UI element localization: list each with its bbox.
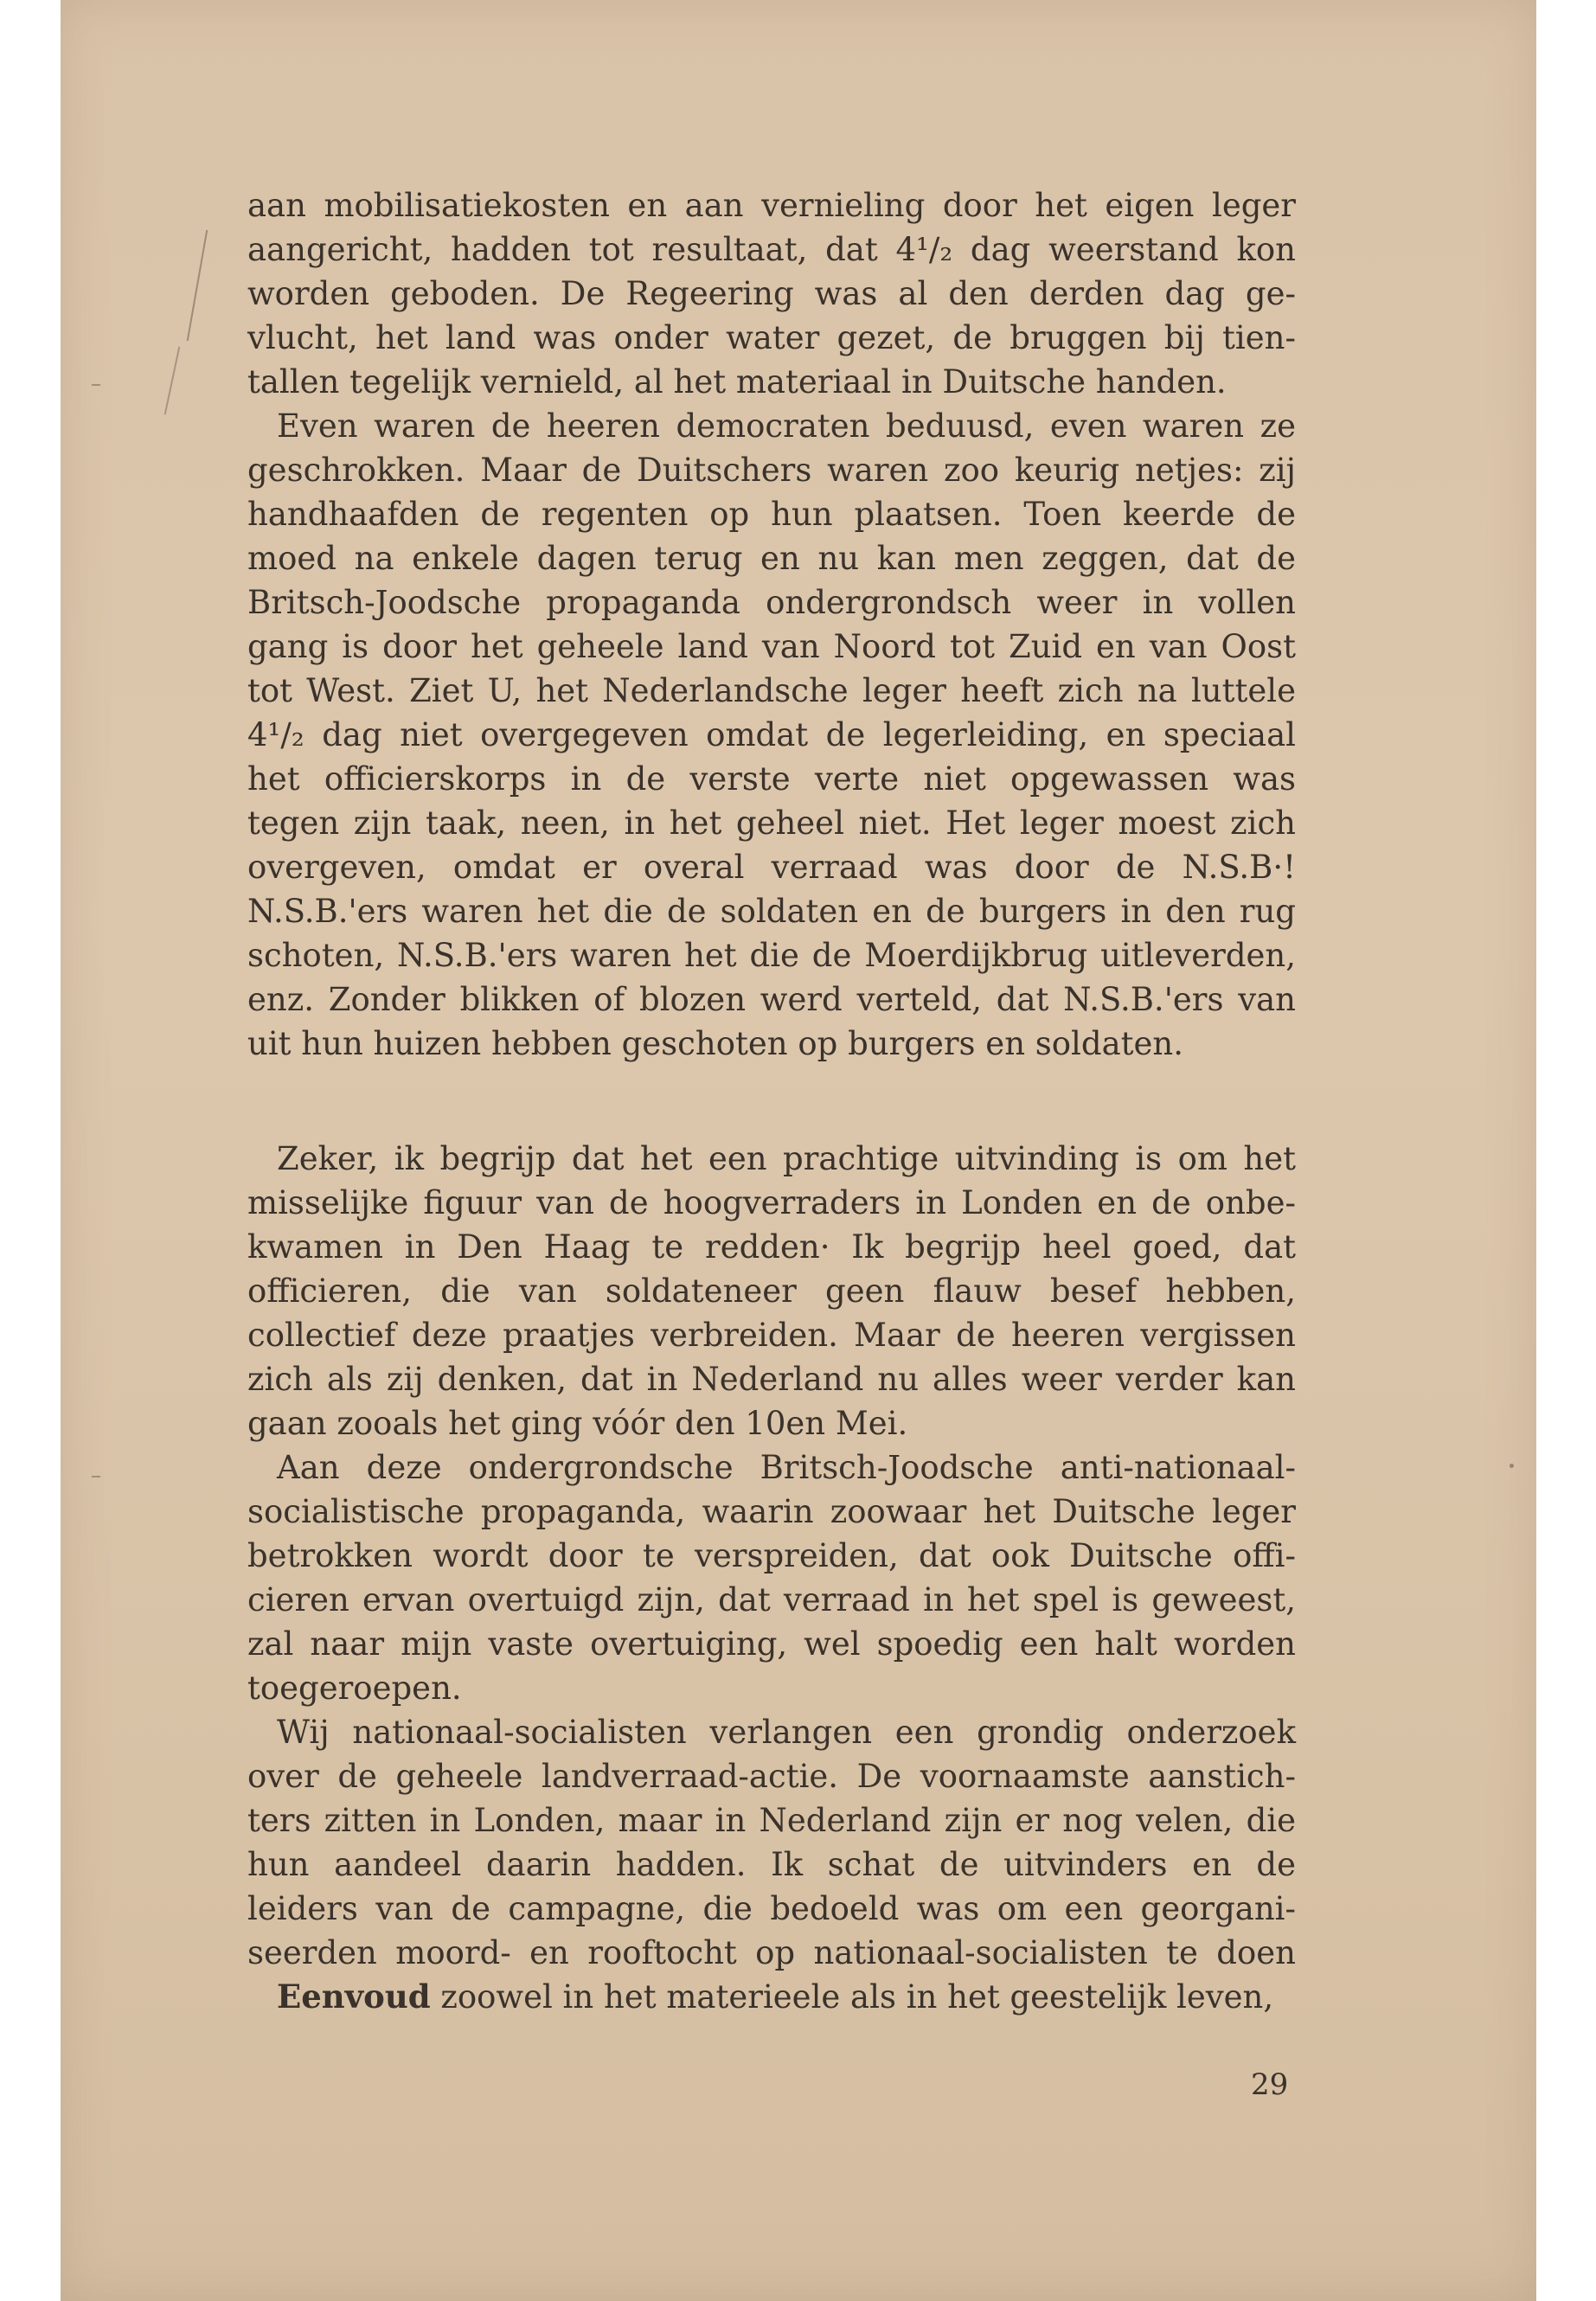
paragraph <box>247 183 1296 404</box>
text-line: Aan deze ondergrondsche Britsch-Joodsche anti-nationaal- <box>277 1449 1296 1486</box>
text-line: seerden moord- en rooftocht op nationaal-socialisten te doen <box>247 1934 1296 1971</box>
text-line: kwamen in Den Haag te redden· Ik begrijp heel goed, dat <box>247 1228 1296 1266</box>
text-line: Wij nationaal-socialisten verlangen een grondig onderzoek <box>277 1714 1296 1751</box>
text-line: collectief deze praatjes verbreiden. Maar de heeren vergissen <box>247 1317 1296 1354</box>
text-line: tegen zijn taak, neen, in het geheel niet. Het leger moest zich <box>247 804 1296 842</box>
text-line: Zeker, ik begrijp dat het een prachtige uitvinding is om het <box>277 1140 1296 1177</box>
text-line: schoten, N.S.B.'ers waren het die de Moerdijkbrug uitleverden, <box>247 937 1296 974</box>
text-block-bottom <box>247 1137 1296 2019</box>
text-line <box>247 1975 1296 2019</box>
book-page <box>61 0 1536 2301</box>
paragraph <box>247 1710 1296 2019</box>
text-line: officieren, die van soldateneer geen flauw besef hebben, <box>247 1272 1296 1310</box>
text-line: vlucht, het land was onder water gezet, de bruggen bij tien- <box>247 319 1296 356</box>
scan-mark <box>92 1476 100 1477</box>
text-line: moed na enkele dagen terug en nu kan men zeggen, dat de <box>247 540 1296 577</box>
text-block-top <box>247 183 1296 1066</box>
page-number: 29 <box>1251 2067 1289 2102</box>
text-line: hun aandeel daarin hadden. Ik schat de uitvinders en de <box>247 1846 1296 1883</box>
text-line: leiders van de campagne, die bedoeld was om een georgani- <box>247 1890 1296 1927</box>
paragraph <box>247 1445 1296 1710</box>
text-line: cieren ervan overtuigd zijn, dat verraad in het spel is geweest, <box>247 1581 1296 1618</box>
text-line: geschrokken. Maar de Duitschers waren zoo keurig netjes: zij <box>247 452 1296 489</box>
text-line: gaan zooals het ging vóór den 10en Mei. <box>247 1405 908 1442</box>
text-line: aangericht, hadden tot resultaat, dat 4¹/₂ dag weerstand kon <box>247 231 1296 268</box>
text-line: het officierskorps in de verste verte niet opgewassen was <box>247 760 1296 798</box>
text-line: socialistische propaganda, waarin zoowaar het Duitsche leger <box>247 1493 1296 1530</box>
scan-mark <box>187 230 208 341</box>
text-line: uit hun huizen hebben geschoten op burgers en soldaten. <box>247 1025 1183 1062</box>
text-line: betrokken wordt door te verspreiden, dat ook Duitsche offi- <box>247 1537 1296 1574</box>
text-line: tot West. Ziet U, het Nederlandsche leger heeft zich na luttele <box>247 672 1296 709</box>
text-line: over de geheele landverraad-actie. De voornaamste aanstich- <box>247 1758 1296 1795</box>
text-line: enz. Zonder blikken of blozen werd verteld, dat N.S.B.'ers van <box>247 981 1296 1018</box>
text-line: aan mobilisatiekosten en aan vernieling door het eigen leger <box>247 187 1296 224</box>
text-line: zal naar mijn vaste overtuiging, wel spoedig een halt worden <box>247 1625 1296 1663</box>
text-line: 4¹/₂ dag niet overgegeven omdat de legerleiding, en speciaal <box>247 716 1296 753</box>
line-rest: zoowel in het materieele als in het geestelijk leven, <box>430 1978 1274 2016</box>
text-line: overgeven, omdat er overal verraad was door de N.S.B·! <box>247 849 1296 886</box>
text-line: N.S.B.'ers waren het die de soldaten en de burgers in den rug <box>247 893 1296 930</box>
paragraph <box>247 1137 1296 1445</box>
bold-word: Eenvoud <box>277 1977 431 2016</box>
text-line: toegeroepen. <box>247 1670 462 1707</box>
paragraph <box>247 404 1296 1066</box>
text-line: tallen tegelijk vernield, al het materiaal in Duitsche handen. <box>247 363 1227 401</box>
text-line: misselijke figuur van de hoogverraders in Londen en de onbe- <box>247 1184 1296 1221</box>
text-line: gang is door het geheele land van Noord tot Zuid en van Oost <box>247 628 1296 665</box>
text-line: handhaafden de regenten op hun plaatsen. Toen keerde de <box>247 496 1296 533</box>
scan-mark <box>1509 1464 1514 1468</box>
text-line: worden geboden. De Regeering was al den derden dag ge- <box>247 275 1296 312</box>
scan-mark <box>164 347 181 415</box>
scan-mark <box>92 384 100 386</box>
text-line: Britsch-Joodsche propaganda ondergrondsch weer in vollen <box>247 584 1296 621</box>
text-line: zich als zij denken, dat in Nederland nu alles weer verder kan <box>247 1361 1296 1398</box>
text-line: Even waren de heeren democraten beduusd, even waren ze <box>277 407 1296 445</box>
text-line: ters zitten in Londen, maar in Nederland zijn er nog velen, die <box>247 1802 1296 1839</box>
